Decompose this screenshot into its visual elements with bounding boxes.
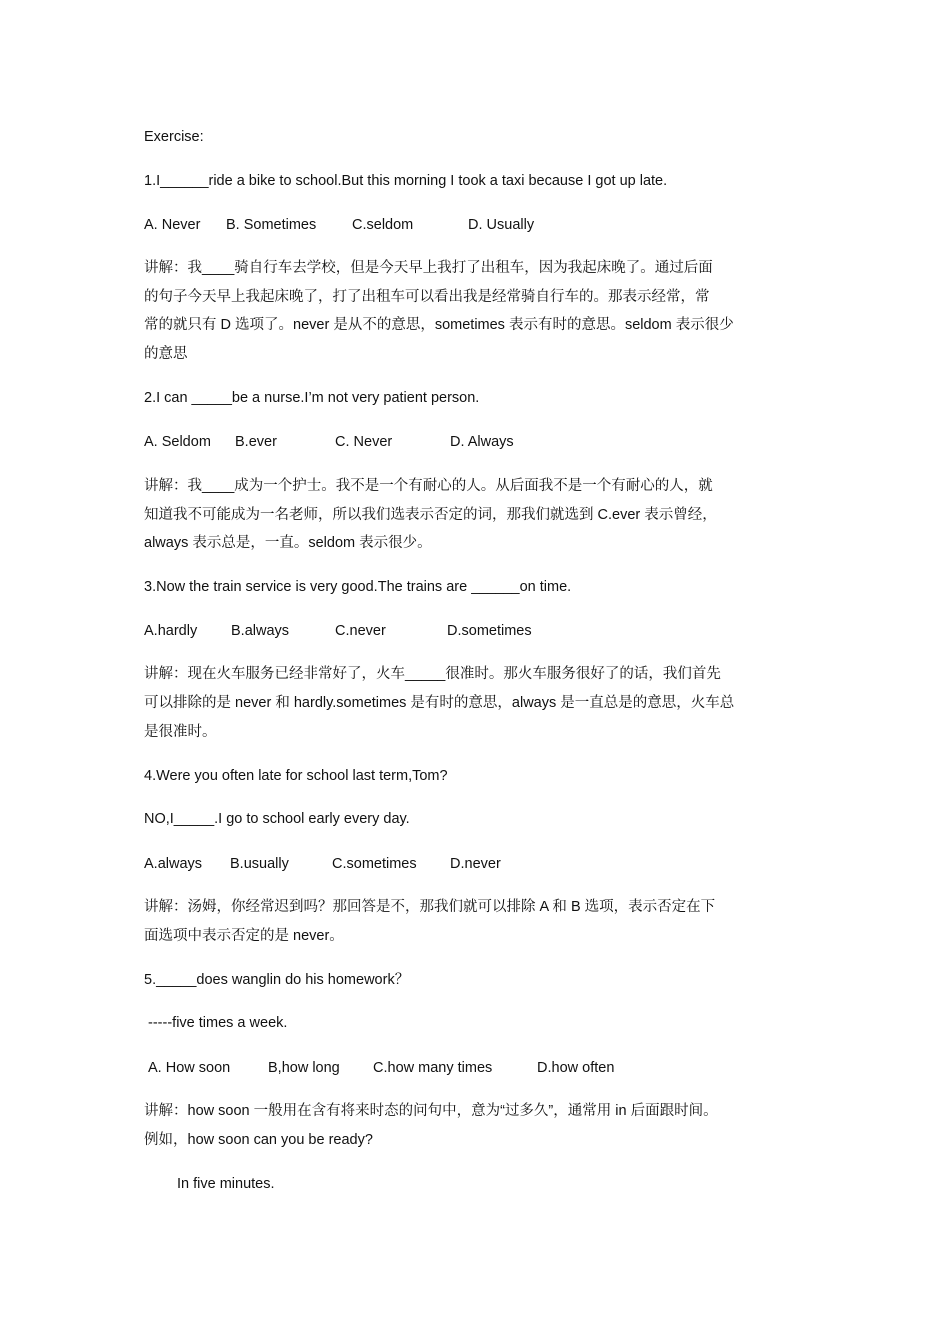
option-a: A. Never — [144, 217, 201, 233]
question-4-stem: 4.Were you often late for school last term,Tom? — [144, 768, 448, 784]
question-4-explanation-line: 面选项中表示否定的是 never。 — [144, 928, 344, 944]
question-2-explanation-line: always 表示总是，一直。seldom 表示很少。 — [144, 535, 432, 551]
option-a: A.hardly — [144, 623, 198, 639]
option-c: C.sometimes — [332, 856, 417, 872]
option-a: A.always — [144, 856, 203, 872]
option-d: D.never — [450, 856, 501, 872]
question-4-explanation-line: 讲解：汤姆，你经常迟到吗？那回答是不，那我们就可以排除 A 和 B 选项，表示否定在下 — [144, 899, 716, 915]
question-2-explanation-line: 讲解：我____成为一个护士。我不是一个有耐心的人。从后面我不是一个有耐心的人，就 — [144, 478, 713, 494]
question-4-answer-line: NO,I_____.I go to school early every day. — [144, 811, 410, 827]
question-5-answer-line: -----five times a week. — [144, 1015, 288, 1031]
question-1-stem: 1.I______ride a bike to school.But this morning I took a taxi because I got up late. — [144, 173, 668, 189]
option-d: D. Always — [450, 434, 514, 450]
option-b: B,how long — [268, 1060, 340, 1076]
question-3-explanation-line: 讲解：现在火车服务已经非常好了，火车_____很准时。那火车服务很好了的话，我们首先 — [144, 666, 721, 682]
question-3-explanation-line: 是很准时。 — [144, 724, 217, 740]
option-c: C.how many times — [373, 1060, 493, 1076]
option-d: D.sometimes — [447, 623, 532, 639]
question-3-stem: 3.Now the train service is very good.The trains are ______on time. — [144, 579, 572, 595]
option-c: C.seldom — [352, 217, 414, 233]
question-5-explanation-line: 讲解：how soon 一般用在含有将来时态的问句中，意为“过多久”，通常用 in 后面跟时间。 — [144, 1103, 718, 1119]
option-b: B. Sometimes — [226, 217, 317, 233]
option-b: B.usually — [230, 856, 289, 872]
option-d: D.how often — [537, 1060, 615, 1076]
question-1-explanation-line: 的意思 — [144, 346, 188, 362]
option-b: B.always — [231, 623, 290, 639]
question-1-explanation-line: 讲解：我____骑自行车去学校，但是今天早上我打了出租车，因为我起床晚了。通过后面 — [144, 260, 713, 276]
option-c: C.never — [335, 623, 386, 639]
option-a: A. How soon — [148, 1060, 231, 1076]
option-d: D. Usually — [468, 217, 535, 233]
question-2-stem: 2.I can _____be a nurse.I’m not very patient person. — [144, 390, 480, 406]
question-5-explanation-line: 例如，how soon can you be ready? — [144, 1132, 373, 1148]
question-5-example-answer: In five minutes. — [177, 1176, 275, 1192]
question-1-explanation-line: 的句子今天早上我起床晚了，打了出租车可以看出我是经常骑自行车的。那表示经常，常 — [144, 289, 710, 305]
exercise-heading: Exercise: — [144, 129, 204, 145]
question-1-explanation-line: 常的就只有 D 选项了。never 是从不的意思，sometimes 表示有时的意思。seldom 表示很少 — [144, 317, 734, 333]
question-3-explanation-line: 可以排除的是 never 和 hardly.sometimes 是有时的意思，always 是一直总是的意思，火车总 — [144, 695, 735, 711]
question-2-explanation-line: 知道我不可能成为一名老师，所以我们选表示否定的词，那我们就选到 C.ever 表示曾经， — [144, 507, 717, 523]
option-c: C. Never — [335, 434, 393, 450]
question-5-stem: 5._____does wanglin do his homework？ — [144, 972, 410, 988]
option-b: B.ever — [235, 434, 277, 450]
option-a: A. Seldom — [144, 434, 211, 450]
